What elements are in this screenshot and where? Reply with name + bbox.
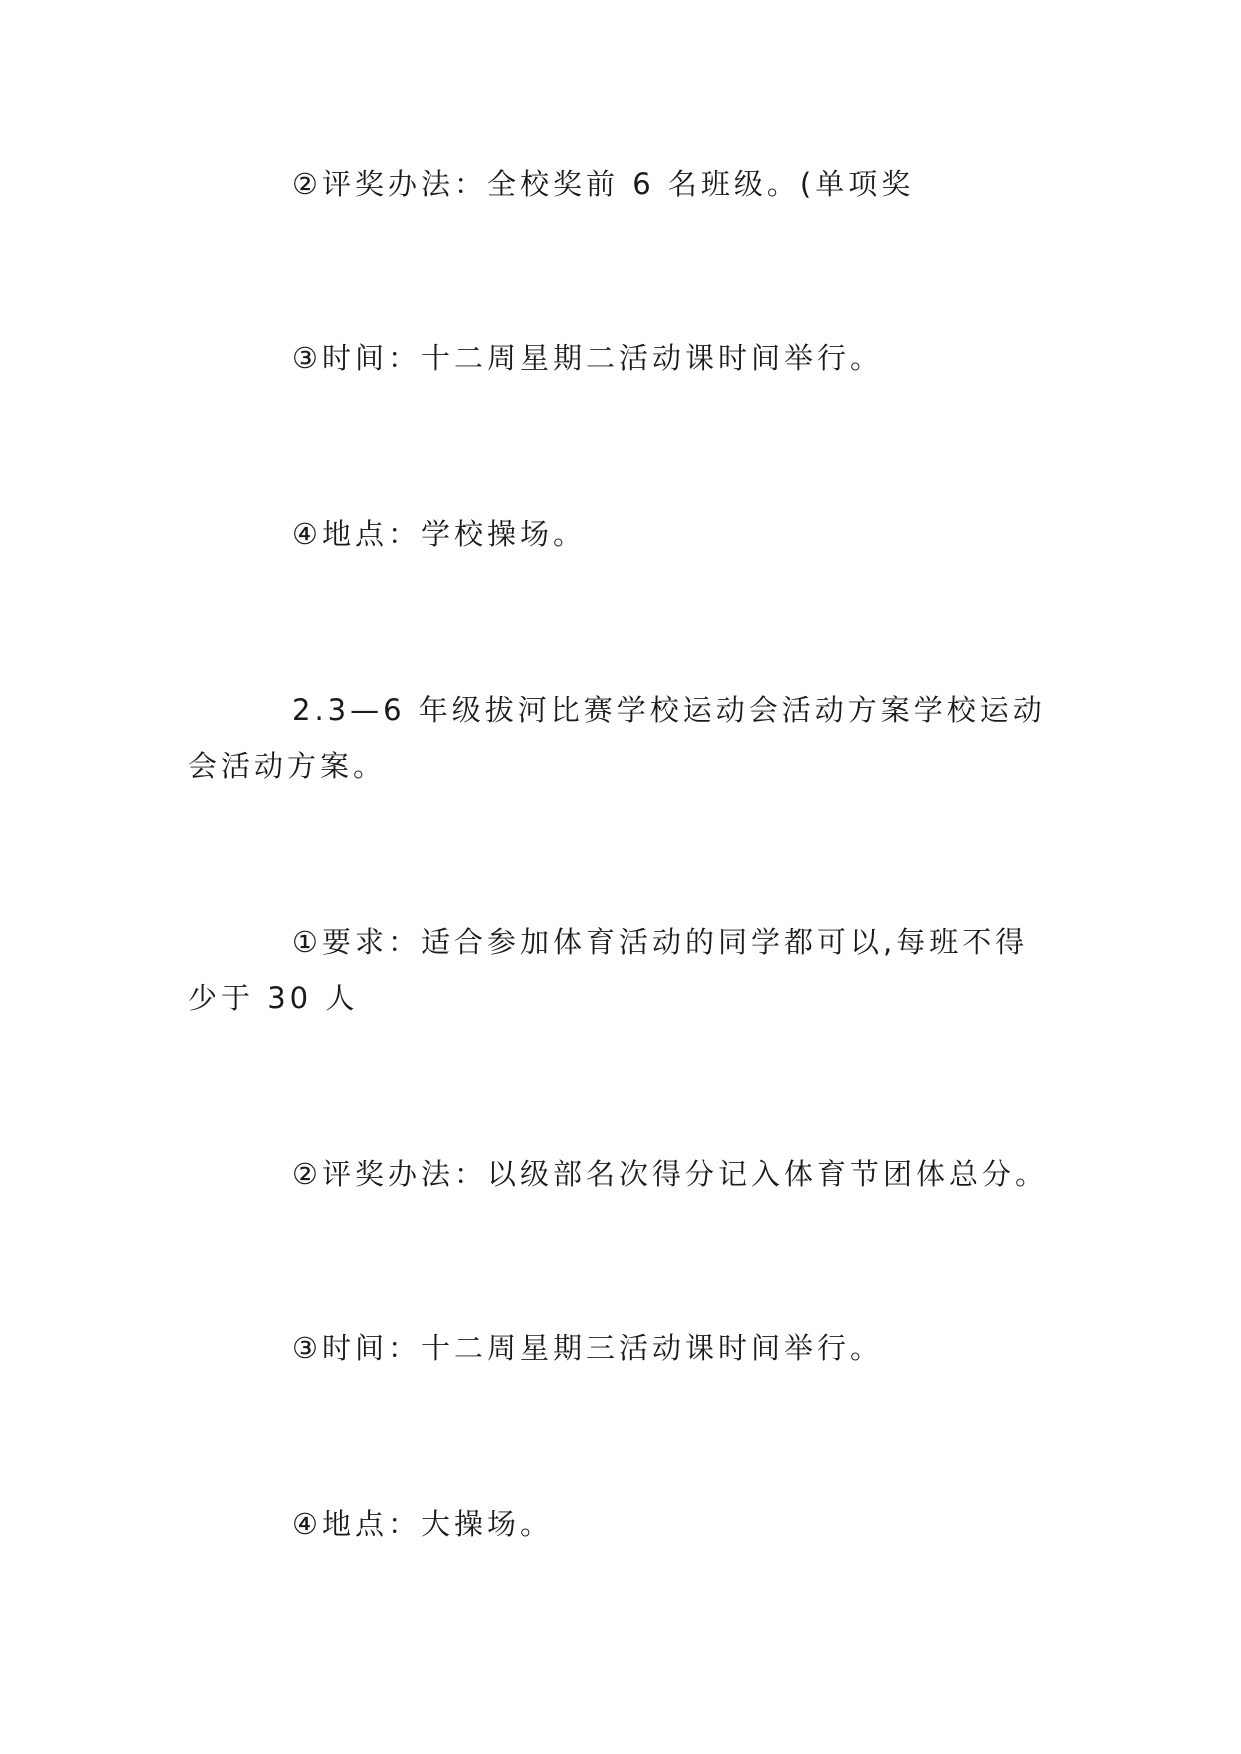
paragraph-location-1: ④地点：学校操场。 bbox=[292, 517, 586, 551]
paragraph-location-2: ④地点：大操场。 bbox=[292, 1507, 553, 1541]
paragraph-award-method-2: ②评奖办法：以级部名次得分记入体育节团体总分。 bbox=[292, 1157, 1048, 1191]
paragraph-award-method-1: ②评奖办法：全校奖前 6 名班级。(单项奖 bbox=[292, 167, 915, 201]
paragraph-requirement: ①要求：适合参加体育活动的同学都可以,每班不得少于 30 人 bbox=[188, 925, 1029, 1015]
paragraph-section-tug-of-war: 2.3—6 年级拔河比赛学校运动会活动方案学校运动会活动方案。 bbox=[188, 693, 1046, 783]
paragraph-time-2: ③时间：十二周星期三活动课时间举行。 bbox=[292, 1331, 883, 1365]
paragraph-time-1: ③时间：十二周星期二活动课时间举行。 bbox=[292, 341, 883, 375]
